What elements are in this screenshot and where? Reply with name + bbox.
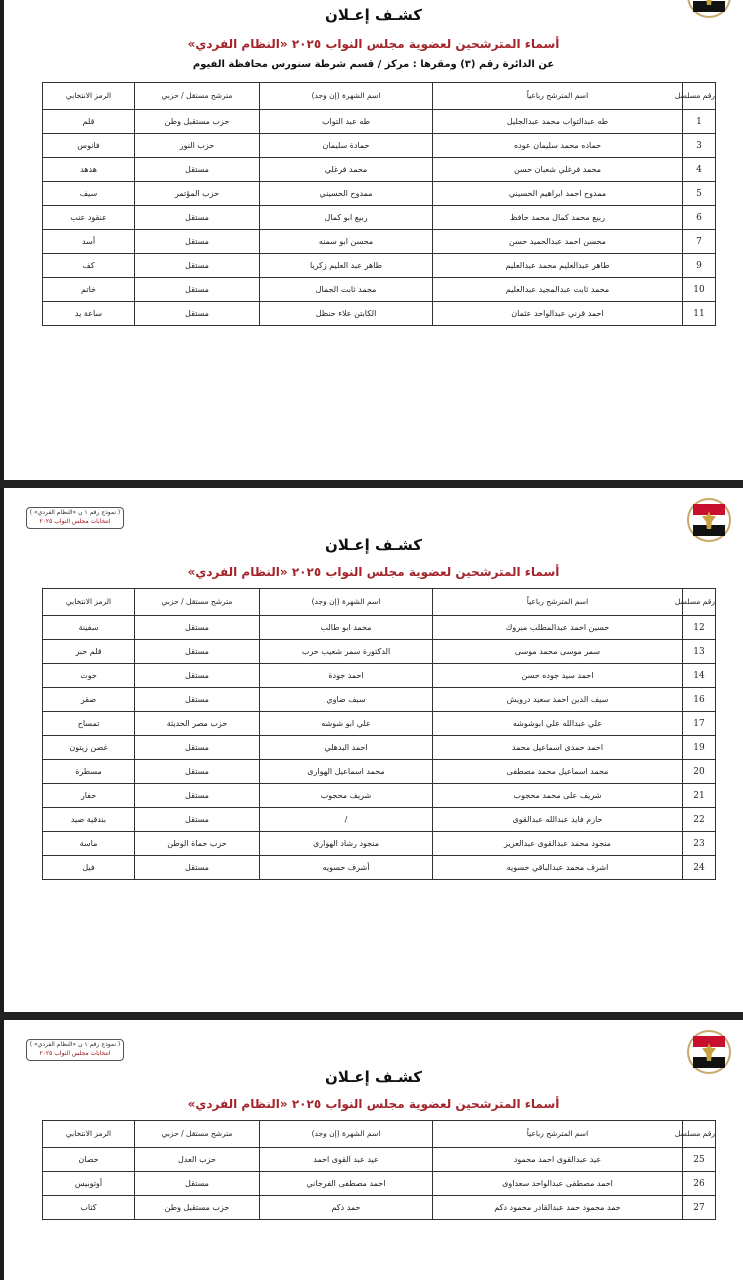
cell-symbol: مسطرة [43, 760, 135, 784]
cell-known-as: محمد اسماعيل الهوارى [260, 760, 433, 784]
col-header-symbol: الرمز الانتخابي [43, 1121, 135, 1148]
cell-symbol: بندقية صيد [43, 808, 135, 832]
cell-serial: 20 [683, 760, 716, 784]
cell-type: مستقل [135, 760, 260, 784]
cell-type: مستقل [135, 1172, 260, 1196]
cell-known-as: احمد جودة [260, 664, 433, 688]
cell-full-name: حازم فايد عبدالله عبدالقوى [433, 808, 683, 832]
cell-known-as: ممدوح الحسيني [260, 182, 433, 206]
cell-symbol: قلم حبر [43, 640, 135, 664]
cell-symbol: هدهد [43, 158, 135, 182]
cell-serial: 1 [683, 110, 716, 134]
cell-known-as: محمد ابو طالب [260, 616, 433, 640]
form-label-line1: ( نموذج رقم ١ ن «النظام الفردي» ) [29, 509, 121, 516]
page-subtitle: أسماء المترشحين لعضوية مجلس النواب ٢٠٢٥ «النظام الفردي» [187, 37, 560, 51]
cell-type: مستقل [135, 206, 260, 230]
cell-symbol: خاتم [43, 278, 135, 302]
col-header-serial: رقم مسلسل [683, 589, 716, 616]
cell-known-as: شريف محجوب [260, 784, 433, 808]
cell-known-as: علي ابو شوشه [260, 712, 433, 736]
form-label-line2: انتخابات مجلس النواب ٢٠٢٥ [39, 518, 111, 525]
cell-symbol: فانوس [43, 134, 135, 158]
cell-known-as: محمد فرغلي [260, 158, 433, 182]
col-header-full-name: اسم المترشح رباعياً [433, 83, 683, 110]
col-header-serial: رقم مسلسل [683, 1121, 716, 1148]
table-row [43, 736, 716, 760]
cell-serial: 17 [683, 712, 716, 736]
cell-known-as: طه عبد التواب [260, 110, 433, 134]
cell-full-name: اشرف محمد عبدالباقي حسويه [433, 856, 683, 880]
cell-symbol: أوتوبيس [43, 1172, 135, 1196]
table-row [43, 664, 716, 688]
cell-serial: 3 [683, 134, 716, 158]
cell-type: حزب المؤتمر [135, 182, 260, 206]
form-label-line2: انتخابات مجلس النواب ٢٠٢٥ [39, 1050, 111, 1057]
cell-serial: 9 [683, 254, 716, 278]
col-header-full-name: اسم المترشح رباعياً [433, 1121, 683, 1148]
table-row [43, 254, 716, 278]
table-row [43, 1196, 716, 1220]
cell-full-name: ربيع محمد كمال محمد حافظ [433, 206, 683, 230]
table-row [43, 1148, 716, 1172]
cell-full-name: حسين احمد عبدالمطلب مبروك [433, 616, 683, 640]
cell-serial: 4 [683, 158, 716, 182]
cell-full-name: محمد فرغلي شعبان حسن [433, 158, 683, 182]
cell-symbol: تمساح [43, 712, 135, 736]
table-header-row [43, 1121, 716, 1148]
cell-full-name: حمد محمود حمد عبدالقادر محمود دكم [433, 1196, 683, 1220]
cell-known-as: الكابتن علاء حنظل [260, 302, 433, 326]
cell-serial: 11 [683, 302, 716, 326]
table-row [43, 760, 716, 784]
cell-full-name: شريف على محمد محجوب [433, 784, 683, 808]
cell-serial: 14 [683, 664, 716, 688]
cell-symbol: ساعة يد [43, 302, 135, 326]
cell-type: مستقل [135, 278, 260, 302]
cell-known-as: منجود رشاد الهوارى [260, 832, 433, 856]
cell-known-as: عيد عبد القوى احمد [260, 1148, 433, 1172]
col-header-full-name: اسم المترشح رباعياً [433, 589, 683, 616]
cell-symbol: سفينة [43, 616, 135, 640]
cell-type: مستقل [135, 688, 260, 712]
candidates-table [42, 1120, 716, 1220]
cell-symbol: كف [43, 254, 135, 278]
cell-symbol: عنقود عنب [43, 206, 135, 230]
page-separator [0, 1012, 743, 1020]
form-label-line1: ( نموذج رقم ١ ن «النظام الفردي» ) [29, 1041, 121, 1048]
cell-full-name: محمد ثابت عبدالمجيد عبدالعليم [433, 278, 683, 302]
cell-serial: 21 [683, 784, 716, 808]
col-header-known-as: اسم الشهرة (إن وجد) [260, 83, 433, 110]
table-row [43, 808, 716, 832]
cell-full-name: ممدوح احمد ابراهيم الحسيني [433, 182, 683, 206]
document-page-3 [4, 1020, 743, 1280]
cell-known-as: سيف ضاوي [260, 688, 433, 712]
cell-symbol: صقر [43, 688, 135, 712]
document-page-2 [4, 488, 743, 1012]
table-row [43, 182, 716, 206]
cell-full-name: سمر موسى محمد موسى [433, 640, 683, 664]
document-page-1 [4, 0, 743, 480]
table-row [43, 134, 716, 158]
cell-full-name: حماده محمد سليمان عوده [433, 134, 683, 158]
cell-known-as: حمادة سليمان [260, 134, 433, 158]
cell-type: مستقل [135, 616, 260, 640]
form-label-box [26, 507, 124, 529]
candidates-table [42, 588, 716, 880]
cell-type: حزب مصر الحديثة [135, 712, 260, 736]
cell-known-as: الدكتورة سمر شعيب حرب [260, 640, 433, 664]
cell-type: مستقل [135, 230, 260, 254]
cell-known-as: أشرف حسويه [260, 856, 433, 880]
col-header-serial: رقم مسلسل [683, 83, 716, 110]
table-row [43, 712, 716, 736]
cell-type: مستقل [135, 664, 260, 688]
page-title: كشـف إعـلان [325, 536, 422, 554]
cell-full-name: طه عبدالتواب محمد عبدالجليل [433, 110, 683, 134]
table-row [43, 832, 716, 856]
cell-type: مستقل [135, 856, 260, 880]
cell-full-name: عيد عبدالقوى احمد محمود [433, 1148, 683, 1172]
cell-full-name: علي عبدالله علي ابوشوشه [433, 712, 683, 736]
col-header-symbol: الرمز الانتخابي [43, 589, 135, 616]
cell-full-name: احمد سيد جوده حسن [433, 664, 683, 688]
col-header-type: مترشح مستقل / حزبي [135, 83, 260, 110]
col-header-known-as: اسم الشهرة (إن وجد) [260, 1121, 433, 1148]
page-subtitle: أسماء المترشحين لعضوية مجلس النواب ٢٠٢٥ «النظام الفردي» [187, 1097, 560, 1111]
table-row [43, 158, 716, 182]
table-row [43, 302, 716, 326]
cell-serial: 13 [683, 640, 716, 664]
cell-type: حزب حماة الوطن [135, 832, 260, 856]
col-header-type: مترشح مستقل / حزبي [135, 589, 260, 616]
cell-serial: 12 [683, 616, 716, 640]
col-header-symbol: الرمز الانتخابي [43, 83, 135, 110]
cell-known-as: احمد البدهلي [260, 736, 433, 760]
cell-symbol: ماسة [43, 832, 135, 856]
cell-type: حزب النور [135, 134, 260, 158]
cell-serial: 22 [683, 808, 716, 832]
cell-known-as: ربيع ابو كمال [260, 206, 433, 230]
cell-serial: 16 [683, 688, 716, 712]
cell-serial: 27 [683, 1196, 716, 1220]
cell-type: مستقل [135, 254, 260, 278]
page-title: كشـف إعـلان [325, 6, 422, 24]
cell-known-as: احمد مصطفى الفرجاني [260, 1172, 433, 1196]
table-row [43, 230, 716, 254]
table-header-row [43, 83, 716, 110]
table-row [43, 688, 716, 712]
col-header-type: مترشح مستقل / حزبي [135, 1121, 260, 1148]
table-row [43, 640, 716, 664]
cell-symbol: غصن زيتون [43, 736, 135, 760]
cell-full-name: احمد مصطفى عبدالواحد سعداوى [433, 1172, 683, 1196]
cell-known-as: حمد دكم [260, 1196, 433, 1220]
table-row [43, 1172, 716, 1196]
cell-serial: 6 [683, 206, 716, 230]
candidates-table [42, 82, 716, 326]
table-row [43, 856, 716, 880]
cell-full-name: طاهر عبدالعليم محمد عبدالعليم [433, 254, 683, 278]
cell-symbol: قلم [43, 110, 135, 134]
cell-known-as: محسن ابو سمنه [260, 230, 433, 254]
cell-full-name: محمد اسماعيل محمد مصطفى [433, 760, 683, 784]
cell-serial: 26 [683, 1172, 716, 1196]
table-row [43, 784, 716, 808]
cell-serial: 24 [683, 856, 716, 880]
cell-serial: 7 [683, 230, 716, 254]
cell-known-as: / [260, 808, 433, 832]
cell-symbol: حفار [43, 784, 135, 808]
cell-type: مستقل [135, 158, 260, 182]
page-subtitle: أسماء المترشحين لعضوية مجلس النواب ٢٠٢٥ «النظام الفردي» [187, 565, 560, 579]
cell-full-name: احمد قرني عبدالواحد عثمان [433, 302, 683, 326]
cell-serial: 5 [683, 182, 716, 206]
cell-symbol: كتاب [43, 1196, 135, 1220]
table-row [43, 278, 716, 302]
cell-symbol: سيف [43, 182, 135, 206]
cell-symbol: فيل [43, 856, 135, 880]
cell-symbol: حصان [43, 1148, 135, 1172]
cell-full-name: محسن احمد عبدالحميد حسن [433, 230, 683, 254]
cell-type: حزب مستقبل وطن [135, 110, 260, 134]
col-header-known-as: اسم الشهرة (إن وجد) [260, 589, 433, 616]
cell-type: حزب العدل [135, 1148, 260, 1172]
page-separator [0, 480, 743, 488]
cell-serial: 10 [683, 278, 716, 302]
cell-full-name: منجود محمد عبدالقوى عبدالعزيز [433, 832, 683, 856]
cell-type: مستقل [135, 640, 260, 664]
cell-known-as: طاهر عبد العليم زكريا [260, 254, 433, 278]
cell-symbol: حوت [43, 664, 135, 688]
district-info: عن الدائرة رقم (٣) ومقرها : مركز / قسم شرطة سنورس محافظة الفيوم [192, 59, 555, 70]
cell-symbol: أسد [43, 230, 135, 254]
cell-type: مستقل [135, 302, 260, 326]
form-label-box [26, 1039, 124, 1061]
table-row [43, 206, 716, 230]
page-title: كشـف إعـلان [325, 1068, 422, 1086]
cell-full-name: سيف الدين احمد سعيد درويش [433, 688, 683, 712]
cell-known-as: محمد ثابت الجمال [260, 278, 433, 302]
cell-type: حزب مستقبل وطن [135, 1196, 260, 1220]
cell-full-name: احمد حمدى اسماعيل محمد [433, 736, 683, 760]
table-header-row [43, 589, 716, 616]
cell-serial: 19 [683, 736, 716, 760]
cell-type: مستقل [135, 736, 260, 760]
table-row [43, 110, 716, 134]
cell-type: مستقل [135, 808, 260, 832]
cell-type: مستقل [135, 784, 260, 808]
cell-serial: 23 [683, 832, 716, 856]
cell-serial: 25 [683, 1148, 716, 1172]
table-row [43, 616, 716, 640]
